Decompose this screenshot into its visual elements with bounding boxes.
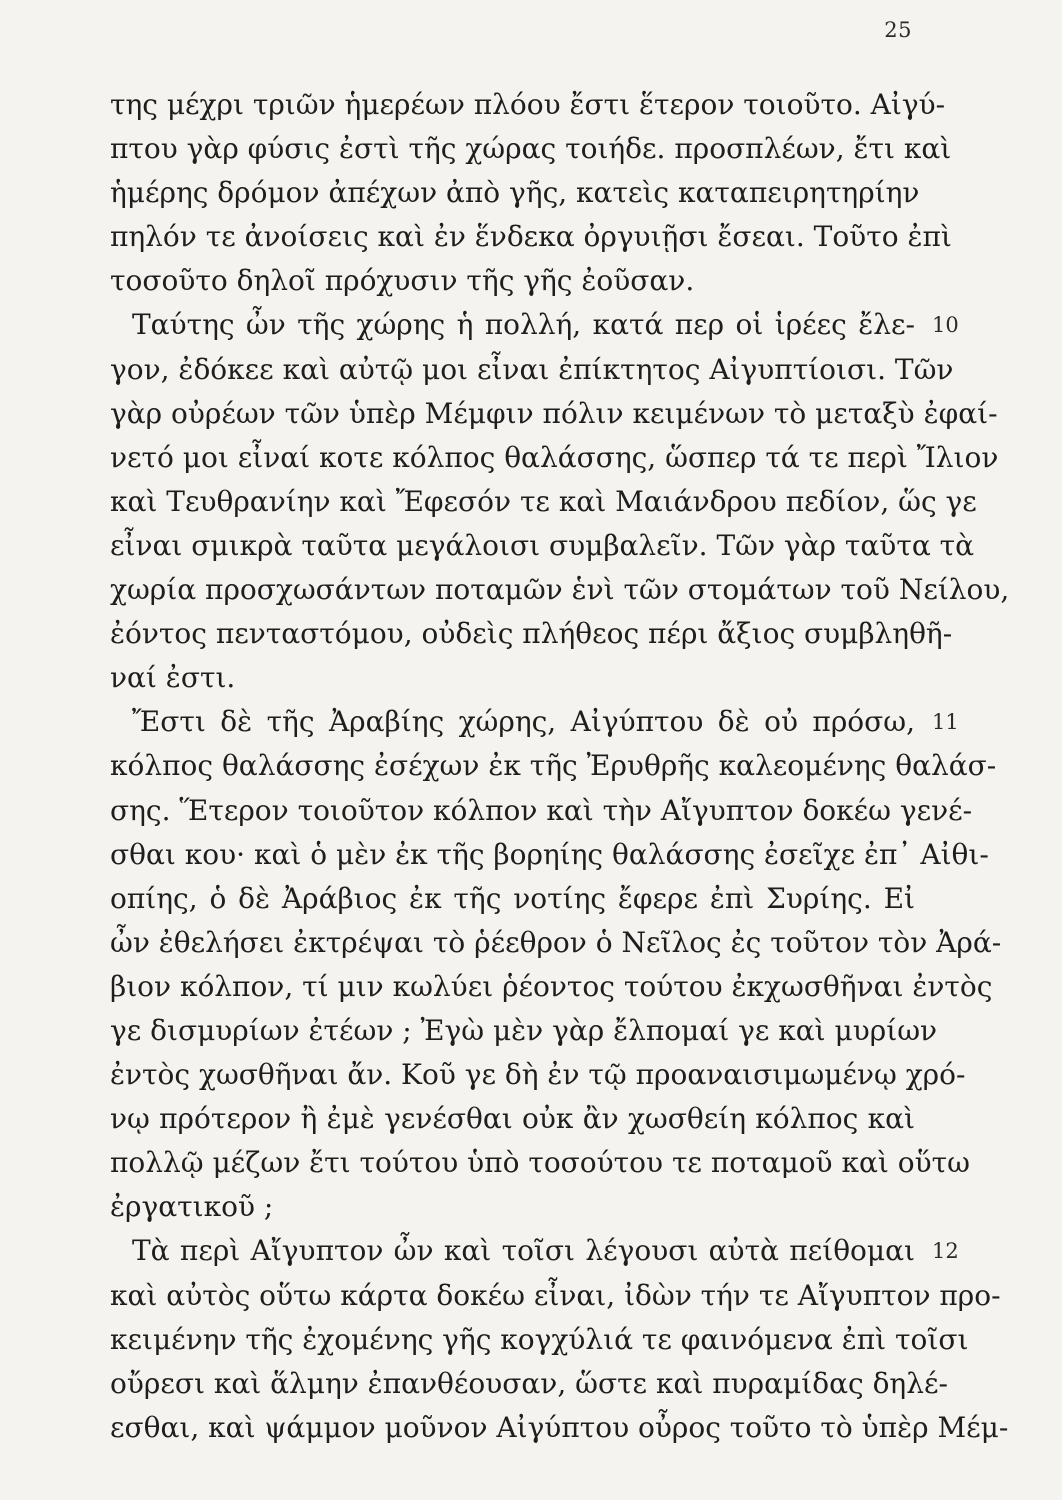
text-line [110,568,1010,612]
text-line-content: Τὰ περὶ Αἴγυπτον ὦν καὶ τοῖσι λέγουσι αὐτὰ πείθομαι [132,1234,915,1268]
text-line-content: γον, ἐδόκεε καὶ αὐτῷ μοι εἶναι ἐπίκτητος Αἰγυπτίοισι. Τῶν [110,352,954,386]
text-line-content: οὔρεσι καὶ ἅλμην ἐπανθέουσαν, ὥστε καὶ πυραμίδας δηλέ- [110,1366,948,1400]
text-line [110,965,993,1009]
text-line [110,656,915,700]
text-line [110,700,959,744]
text-block [110,83,1010,1450]
text-line-content: κόλπος θαλάσσης ἐσέχων ἐκ τῆς Ἐρυθρῆς καλεομένης θαλάσ- [110,749,997,783]
text-line [110,1318,969,1362]
text-line-content: ναί ἐστι. [110,661,236,695]
text-line [110,480,977,524]
text-line-content: γὰρ οὐρέων τῶν ὑπὲρ Μέμφιν πόλιν κειμένων τὸ μεταξὺ ἐφαί- [110,396,998,430]
text-line-content: ἐόντος πενταστόμου, οὐδεὶς πλήθεος πέρι ἄξιος συμβληθῆ- [110,617,953,651]
text-line-content: πολλῷ μέζων ἔτι τούτου ὑπὸ τοσούτου τε ποταμοῦ καὶ οὕτω [110,1146,970,1180]
text-line [110,789,973,833]
text-line-content: χωρία προσχωσάντων ποταμῶν ἑνὶ τῶν στομάτων τοῦ Νείλου, [110,573,1010,607]
text-line [110,833,989,877]
text-line-content: οπίης, ὁ δὲ Ἀράβιος ἐκ τῆς νοτίης ἔφερε ἐπὶ Συρίης. Εἰ [110,881,915,915]
text-line [110,1141,970,1185]
text-line-content: τοσοῦτο δηλοῖ πρόχυσιν τῆς γῆς ἐοῦσαν. [110,264,695,298]
text-line [110,744,997,788]
text-line-content: ἡμέρης δρόμον ἀπέχων ἀπὸ γῆς, κατεὶς καταπειρητηρίην [110,176,920,210]
text-line-content: πτου γὰρ φύσις ἐστὶ τῆς χώρας τοιήδε. προσπλέων, ἔτι καὶ [110,132,952,166]
text-line [110,921,1002,965]
text-line [110,83,946,127]
text-line [110,524,975,568]
text-line [110,392,998,436]
text-line [110,1053,966,1097]
text-line-content: νῳ πρότερον ἢ ἐμὲ γενέσθαι οὐκ ἂν χωσθείη κόλπος καὶ [110,1102,915,1136]
text-line [110,303,959,347]
text-line-content: Ταύτης ὦν τῆς χώρης ἡ πολλή, κατά περ οἱ ἱρέες ἔλε- [132,308,915,342]
text-line [110,1185,915,1229]
text-line [110,215,952,259]
text-line-content: σης. Ἕτερον τοιοῦτον κόλπον καὶ τὴν Αἴγυπτον δοκέω γενέ- [110,793,973,827]
text-line-content: ἐργατικοῦ ; [110,1190,274,1224]
text-line-content: κειμένην τῆς ἐχομένης γῆς κογχύλιά τε φαινόμενα ἐπὶ τοῖσι [110,1322,969,1356]
text-line-content: γε δισμυρίων ἐτέων ; Ἐγὼ μὲν γὰρ ἔλπομαί γε καὶ μυρίων [110,1013,938,1047]
text-line-content: πηλόν τε ἀνοίσεις καὶ ἐν ἕνδεκα ὀργυιῇσι ἔσεαι. Τοῦτο ἐπὶ [110,220,952,254]
text-line [110,1229,959,1273]
chapter-number: 12 [932,1239,959,1264]
text-line [110,259,915,303]
text-line-content: καὶ αὐτὸς οὕτω κάρτα δοκέω εἶναι, ἰδὼν τήν τε Αἴγυπτον προ- [110,1278,1001,1312]
text-line-content: εσθαι, καὶ ψάμμον μοῦνον Αἰγύπτου οὖρος τοῦτο τὸ ὑπὲρ Μέμ- [110,1410,1009,1444]
text-line-content: καὶ Τευθρανίην καὶ Ἔφεσόν τε καὶ Μαιάνδρου πεδίον, ὥς γε [110,484,977,518]
text-line [110,348,954,392]
text-line [110,877,915,921]
text-line [110,127,952,171]
text-line-content: βιον κόλπον, τί μιν κωλύει ῥέοντος τούτου ἐκχωσθῆναι ἐντὸς [110,969,993,1003]
chapter-number: 10 [932,313,959,338]
text-line [110,171,920,215]
text-line-content: ὦν ἐθελήσει ἐκτρέψαι τὸ ῥέεθρον ὁ Νεῖλος ἐς τοῦτον τὸν Ἀρά- [110,925,1002,959]
text-line [110,612,953,656]
text-line-content: εἶναι σμικρὰ ταῦτα μεγάλοισι συμβαλεῖν. Τῶν γὰρ ταῦτα τὰ [110,528,975,562]
text-line-content: σθαι κου· καὶ ὁ μὲν ἐκ τῆς βορηίης θαλάσσης ἐσεῖχε ἐπ᾽ Αἰθι- [110,837,989,871]
page-number: 25 [884,18,912,42]
text-line-content: ἐντὸς χωσθῆναι ἄν. Κοῦ γε δὴ ἐν τῷ προαναισιμωμένῳ χρό- [110,1058,966,1092]
text-line-content: Ἔστι δὲ τῆς Ἀραβίης χώρης, Αἰγύπτου δὲ οὐ πρόσω, [132,705,915,739]
chapter-number: 11 [932,710,959,735]
text-line [110,436,999,480]
text-line [110,1406,1009,1450]
text-line-content: της μέχρι τριῶν ἡμερέων πλόου ἔστι ἕτερον τοιοῦτο. Αἰγύ- [110,88,946,121]
text-line [110,1362,948,1406]
text-line [110,1274,1001,1318]
text-line [110,1009,938,1053]
text-line-content: νετό μοι εἶναί κοτε κόλπος θαλάσσης, ὥσπερ τά τε περὶ Ἴλιον [110,440,999,474]
text-line [110,1097,915,1141]
